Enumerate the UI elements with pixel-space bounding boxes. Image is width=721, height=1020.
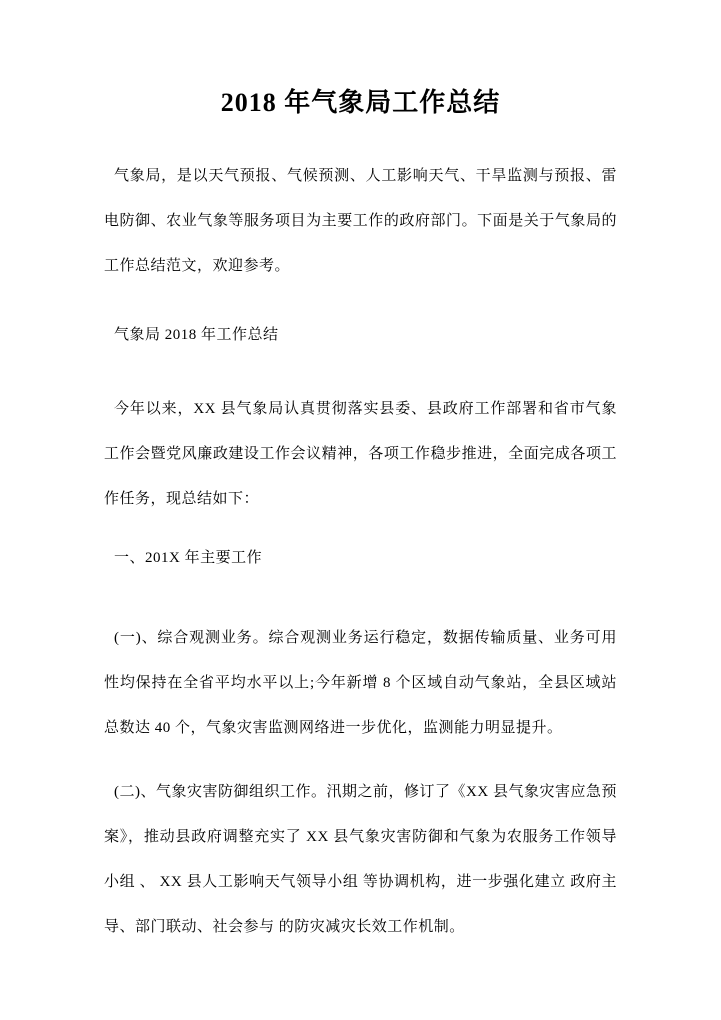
section-heading-main-work: 一、201X 年主要工作 (114, 550, 263, 566)
item-2-paragraph: (二)、气象灾害防御组织工作。汛期之前，修订了《XX 县气象灾害应急预案》，推动县政府调整充实了 XX 县气象灾害防御和气象为农服务工作领导小组 、 XX 县人工影响天气领导小组 等协调机构，进一步强化建立 政府主导、部门联动、社会参与 的防灾减灾长效工作机制。 (104, 784, 617, 935)
overview-paragraph: 今年以来，XX 县气象局认真贯彻落实县委、县政府工作部署和省市气象工作会暨党风廉政建设工作会议精神，各项工作稳步推进，全面完成各项工作任务，现总结如下： (104, 401, 617, 507)
section-subtitle: 气象局 2018 年工作总结 (114, 327, 279, 343)
item-1-paragraph: (一)、综合观测业务。综合观测业务运行稳定，数据传输质量、业务可用性均保持在全省平均水平以上;今年新增 8 个区域自动气象站，全县区域站总数达 40 个，气象灾害监测网络进一步优化，监测能力明显提升。 (104, 630, 617, 736)
intro-paragraph: 气象局，是以天气预报、气候预测、人工影响天气、干旱监测与预报、雷电防御、农业气象等服务项目为主要工作的政府部门。下面是关于气象局的工作总结范文，欢迎参考。 (104, 168, 617, 274)
document-title: 2018 年气象局工作总结 (220, 88, 501, 117)
